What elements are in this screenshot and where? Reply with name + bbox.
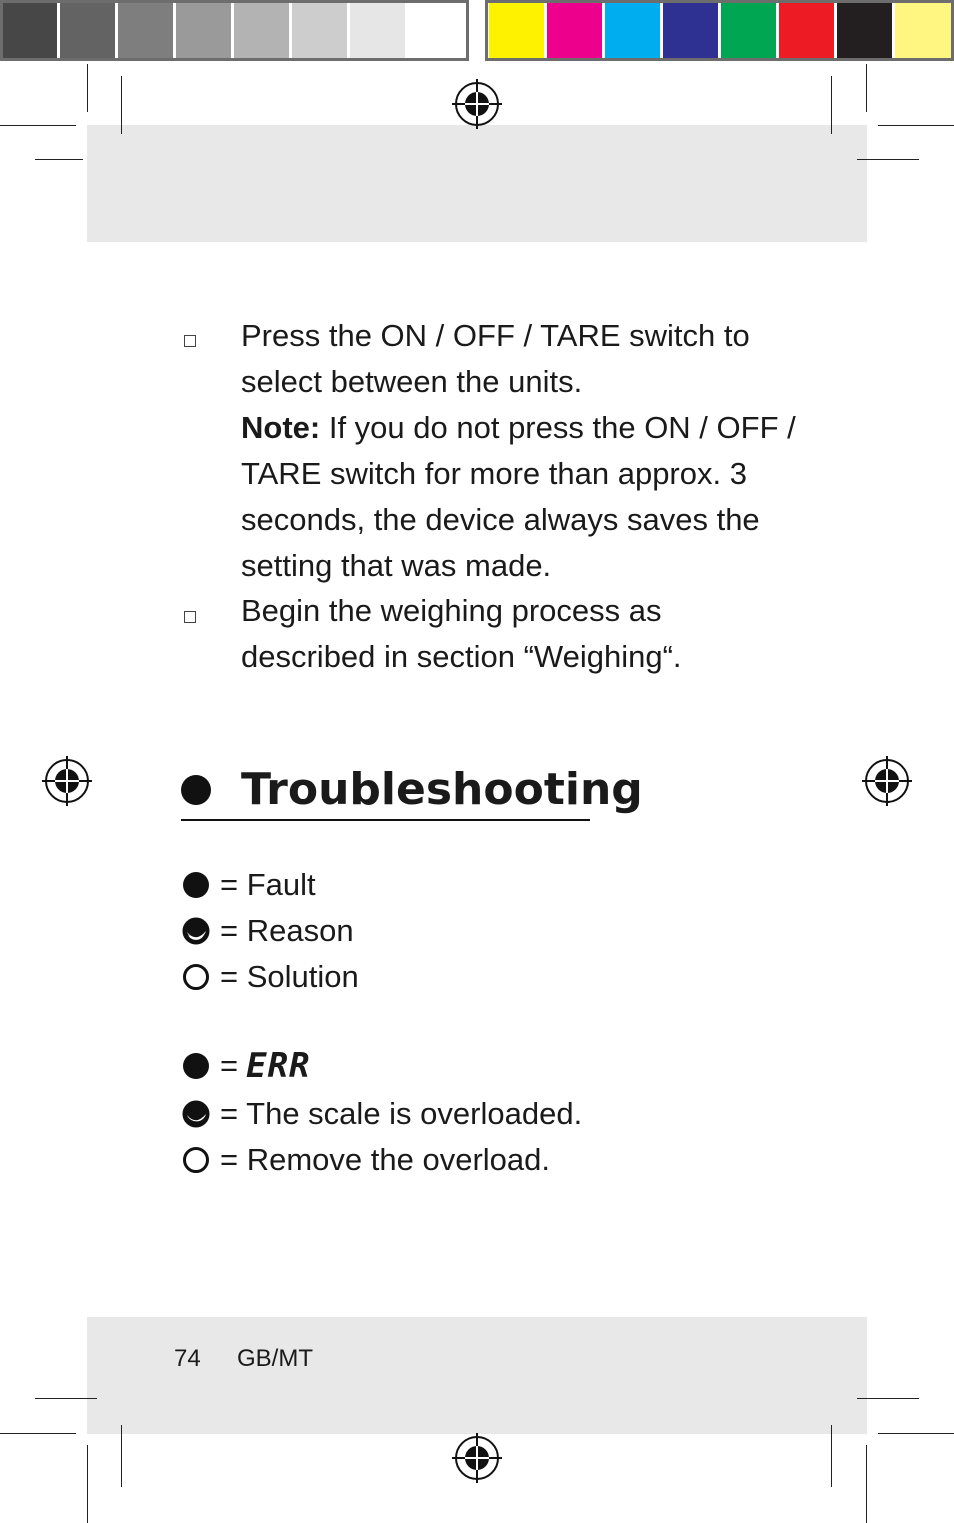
section-title: Troubleshooting <box>241 764 643 815</box>
registration-mark-icon <box>452 79 502 129</box>
registration-mark-icon <box>452 1433 502 1483</box>
half-circle-icon <box>182 1100 210 1128</box>
fault-display-code: ERR <box>246 1046 311 1086</box>
locale-label: GB/MT <box>237 1345 313 1372</box>
filled-circle-icon <box>182 871 210 899</box>
step-1-text <box>241 313 801 589</box>
page-number: 74 <box>174 1345 201 1372</box>
reason-text: = The scale is overloaded. <box>220 1096 583 1131</box>
legend-solution <box>182 954 359 1000</box>
section-underline <box>181 819 590 821</box>
solution-row <box>182 1137 550 1183</box>
section-bullet-icon <box>181 775 211 805</box>
header-band <box>87 125 867 242</box>
legend-reason <box>182 908 354 954</box>
open-circle-icon <box>182 963 210 991</box>
footer-band <box>87 1317 867 1434</box>
step-checkbox-icon <box>184 335 196 347</box>
legend-fault-text: = Fault <box>220 867 316 902</box>
legend-solution-text: = Solution <box>220 959 359 994</box>
step-checkbox-icon <box>184 611 196 623</box>
half-circle-icon <box>182 917 210 945</box>
step-2-text: Begin the weighing process as described in section “Weighing“. <box>241 593 682 674</box>
open-circle-icon <box>182 1146 210 1174</box>
fault-prefix: = <box>220 1048 239 1083</box>
reason-row <box>182 1091 582 1137</box>
legend-reason-text: = Reason <box>220 913 354 948</box>
note-label: Note: <box>241 410 321 445</box>
registration-mark-icon <box>862 756 912 806</box>
fault-row <box>182 1043 311 1089</box>
registration-mark-icon <box>42 756 92 806</box>
step-1-label: Press the ON / OFF / TARE switch to select between the units. <box>241 318 750 399</box>
legend-fault <box>182 862 316 908</box>
gray-bar-frame <box>0 0 469 61</box>
process-bar-frame <box>485 0 954 61</box>
filled-circle-icon <box>182 1052 210 1080</box>
solution-text: = Remove the overload. <box>220 1142 550 1177</box>
note-text: If you do not press the ON / OFF / TARE switch for more than approx. 3 seconds, the device always saves the setting that was made. <box>241 410 796 583</box>
